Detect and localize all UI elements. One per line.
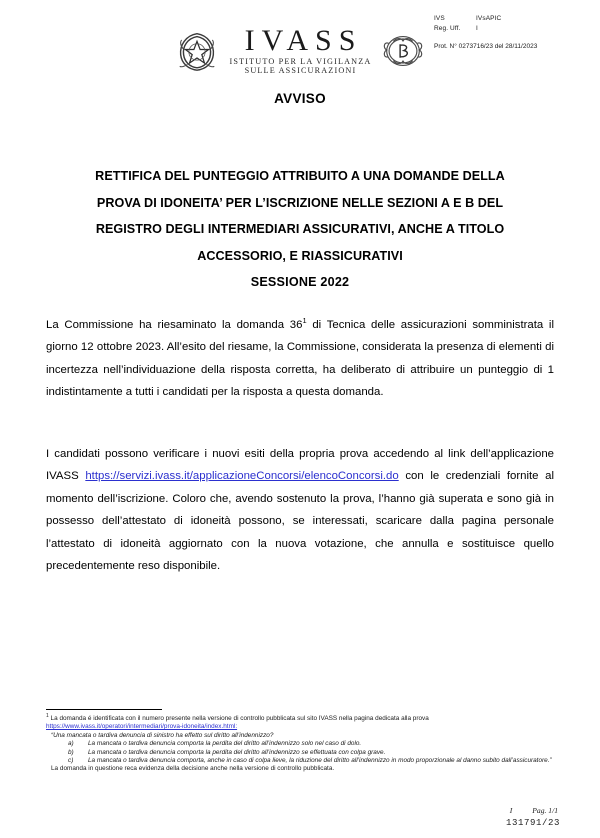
footnote-marker: 1 xyxy=(46,712,49,719)
ivass-logo xyxy=(0,26,600,75)
paragraph2-part2: con le credenziali fornite al momento dell’iscrizione. Coloro che, avendo sostenuto la prova, l’hanno già superata e sono già in possesso dell’attestato di idoneità possono, se interessati, scaricare dalla pagina personale l’attestato di idoneità aggiornato con la nuova votazione, che annulla e sostituisce quello precedentemente reso disponibile. xyxy=(46,470,554,573)
wordmark-subtitle-line2: SULLE ASSICURAZIONI xyxy=(244,66,357,76)
paragraph1-part1: La Commissione ha riesaminato la domanda 36 xyxy=(46,319,303,331)
answer-marker: c) xyxy=(68,757,74,765)
footnote-separator xyxy=(46,709,162,710)
answer-text: La mancata o tardiva denuncia comporta la perdita del diritto all’indennizzo se effettuata con colpa grave. xyxy=(88,748,386,756)
paragraph2-part1: I candidati possono verificare i nuovi esiti della propria prova accedendo al link dell’applicazione IVASS xyxy=(46,448,554,483)
footnote-intro-text: La domanda é identificata con il numero presente nella versione di controllo pubblicata sul sito IVASS nella pagina dedicata alla prova xyxy=(48,715,429,722)
registration-value: IVsAPIC xyxy=(476,15,502,22)
title-session: SESSIONE 2022 xyxy=(250,275,350,289)
page-number: Pag. 1/1 xyxy=(532,806,558,815)
registration-label: IVS xyxy=(434,15,445,22)
notice-heading: AVVISO xyxy=(274,91,326,106)
list-item xyxy=(46,740,558,748)
answer-marker: a) xyxy=(68,740,74,748)
wordmark-subtitle-line1: ISTITUTO PER LA VIGILANZA xyxy=(229,57,372,66)
wordmark-text: IVASS xyxy=(244,24,363,57)
registration-label: Reg. Uff. xyxy=(434,24,461,32)
page-footer xyxy=(510,806,558,815)
ivass-wordmark xyxy=(229,26,372,75)
concorsi-application-link[interactable]: https://servizi.ivass.it/applicazioneConcorsi/elencoConcorsi.do xyxy=(85,470,399,483)
footnote-ivass-link[interactable]: https://www.ivass.it/operatori/intermediari/prova-idoneita/index.html: xyxy=(46,723,238,731)
document-title xyxy=(48,163,552,296)
footnote-block xyxy=(46,712,558,774)
document-number: 131791/23 xyxy=(505,818,560,828)
footnote-reference: 1 xyxy=(302,316,307,326)
answer-text: La mancata o tardiva denuncia comporta la perdita del diritto all’indennizzo solo nel caso di dolo. xyxy=(88,740,362,748)
footer-mark: I xyxy=(509,806,513,815)
banca-ditalia-monogram-icon xyxy=(379,27,427,75)
paragraph-candidate-instructions xyxy=(46,443,554,577)
registration-row xyxy=(434,14,536,24)
protocol-number: Prot. N° 0273716/23 del 28/11/2023 xyxy=(434,43,538,50)
paragraph-commission-review xyxy=(46,314,554,404)
paragraph1-part2: di Tecnica delle assicurazioni somministrata il giorno 12 ottobre 2023. All’esito del riesame, la Commissione, considerata la presenza di elementi di incertezza nell’individuazione della risposta corretta, ha deliberato di attribuire un punteggio di 1 indistintamente a tutti i candidati per la risposta a questa domanda. xyxy=(46,319,554,399)
answer-marker: b) xyxy=(68,748,74,756)
title-line: REGISTRO DEGLI INTERMEDIARI ASSICURATIVI, ANCHE A TITOLO xyxy=(95,222,505,236)
title-line: RETTIFICA DEL PUNTEGGIO ATTRIBUITO A UNA DOMANDE DELLA xyxy=(95,169,505,183)
registration-value: I xyxy=(476,24,478,32)
title-line: ACCESSORIO, E RIASSICURATIVI xyxy=(197,248,403,263)
list-item xyxy=(46,757,558,765)
footnote-question: “Una mancata o tardiva denuncia di sinistro ha effetto sul diritto all’indennizzo? xyxy=(51,731,274,739)
italian-republic-emblem-icon xyxy=(173,27,221,75)
footnote-closing: La domanda in questione reca evidenza della decisione anche nella versione di controllo pubblicata. xyxy=(51,765,335,773)
footnote-answer-list xyxy=(46,740,558,765)
footnote-intro xyxy=(46,712,558,732)
list-item xyxy=(46,749,558,757)
answer-text: La mancata o tardiva denuncia comporta, anche in caso di colpa lieve, la riduzione del diritto all’indennizzo in modo proporzionale al danno subito dall’assicuratore.” xyxy=(88,757,552,765)
title-line: PROVA DI IDONEITA’ PER L’ISCRIZIONE NELLE SEZIONI A E B DEL xyxy=(96,195,504,210)
